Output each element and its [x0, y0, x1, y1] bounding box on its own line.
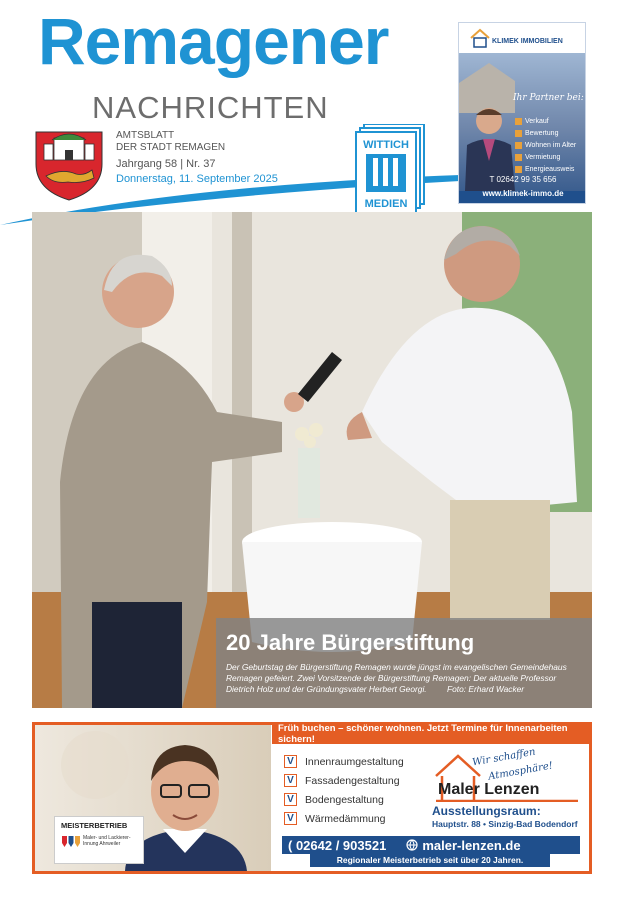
- maler-website-link[interactable]: maler-lenzen.de: [422, 837, 521, 853]
- maler-phone[interactable]: ( 02642 / 903521: [288, 837, 387, 853]
- maler-slogan-line1: Wir schaffen: [471, 746, 537, 769]
- issue-date: Donnerstag, 11. September 2025: [116, 173, 278, 185]
- bullet-icon: [515, 166, 522, 173]
- maler-service-label: Wärmedämmung: [305, 812, 386, 825]
- amtsblatt-label: [116, 130, 225, 154]
- klimek-service-label: Vermietung: [525, 153, 561, 161]
- caption-body: Der Geburtstag der Bürgerstiftung Remagen wurde jüngst im evangelischen Gemeindehaus Remagen gefeiert. Zwei Vorsitzende der Bürgerstiftung Remagen: Der aktuelle Professor Dietrich Holz und der Gründungsvater Herbert Georgi.: [226, 662, 567, 694]
- ad-banner: Früh buchen – schöner wohnen. Jetzt Termine für Innenarbeiten sichern!: [272, 724, 590, 744]
- meister-guild: Maler- und Lackierer-Innung Ahrweiler: [83, 835, 131, 847]
- klimek-service-label: Bewertung: [525, 129, 559, 137]
- maler-service-item: [284, 790, 404, 809]
- klimek-service-item: [515, 139, 576, 151]
- showroom-address: Hauptstr. 88 • Sinzig-Bad Bodendorf: [432, 819, 578, 829]
- newspaper-subtitle: NACHRICHTEN: [92, 90, 329, 125]
- klimek-service-label: Energieausweis: [525, 165, 575, 173]
- feature-headline: 20 Jahre Bürgerstiftung: [226, 630, 475, 655]
- klimek-partner-text: Ihr Partner bei:: [513, 93, 584, 103]
- maler-service-label: Bodengestaltung: [305, 793, 384, 806]
- feature-caption: [226, 662, 586, 695]
- agent-portrait-icon: [459, 53, 519, 191]
- klimek-website-link[interactable]: www.klimek-immo.de: [482, 189, 564, 198]
- newspaper-title: Remagener: [38, 4, 389, 78]
- city-crest-icon: [32, 128, 106, 202]
- issue-number: Jahrgang 58 | Nr. 37: [116, 158, 216, 170]
- photo-credit: Foto: Erhard Wacker: [446, 684, 525, 694]
- contact-bar: [282, 836, 580, 854]
- wittich-medien-logo: [354, 124, 426, 216]
- checkbox-icon: V: [284, 812, 297, 825]
- klimek-phone[interactable]: T 02642 99 35 656: [489, 175, 557, 184]
- klimek-service-label: Verkauf: [525, 117, 549, 125]
- klimek-services-list: [515, 115, 576, 175]
- klimek-agent-photo: [459, 53, 586, 191]
- maler-service-item: [284, 771, 404, 790]
- bullet-icon: [515, 142, 522, 149]
- maler-service-label: Innenraumgestaltung: [305, 755, 404, 768]
- klimek-service-item: [515, 127, 576, 139]
- maler-service-item: [284, 809, 404, 828]
- checkbox-icon: V: [284, 793, 297, 806]
- bullet-icon: [515, 130, 522, 137]
- bullet-icon: [515, 154, 522, 161]
- house-icon: [469, 27, 491, 49]
- checkbox-icon: V: [284, 755, 297, 768]
- klimek-service-item: [515, 151, 576, 163]
- klimek-service-label: Wohnen im Alter: [525, 141, 577, 149]
- bullet-icon: [515, 118, 522, 125]
- showroom-label: Ausstellungsraum:: [432, 804, 541, 818]
- maler-company-name: Maler Lenzen: [438, 781, 540, 798]
- klimek-service-item: [515, 163, 576, 175]
- amtsblatt-line2: DER STADT REMAGEN: [116, 142, 226, 153]
- checkbox-icon: V: [284, 774, 297, 787]
- klimek-company-name: KLIMEK IMMOBILIEN: [492, 38, 563, 45]
- klimek-service-item: [515, 115, 576, 127]
- klimek-header: [459, 23, 586, 53]
- guild-shields-icon: [61, 835, 81, 849]
- medien-text: MEDIEN: [364, 198, 408, 210]
- amtsblatt-line1: AMTSBLATT: [116, 130, 175, 141]
- maler-slogan-line2: Atmosphäre!: [487, 760, 554, 783]
- globe-icon: [406, 839, 418, 851]
- maler-service-item: [284, 752, 404, 771]
- wittich-text: WITTICH: [363, 139, 409, 151]
- maler-tagline: Regionaler Meisterbetrieb seit über 20 Jahren.: [310, 854, 550, 867]
- maler-services-list: [284, 752, 404, 828]
- meister-title: MEISTERBETRIEB: [61, 821, 128, 830]
- maler-service-label: Fassadengestaltung: [305, 774, 400, 787]
- klimek-immobilien-ad[interactable]: [458, 22, 586, 204]
- meisterbetrieb-badge: [54, 816, 144, 864]
